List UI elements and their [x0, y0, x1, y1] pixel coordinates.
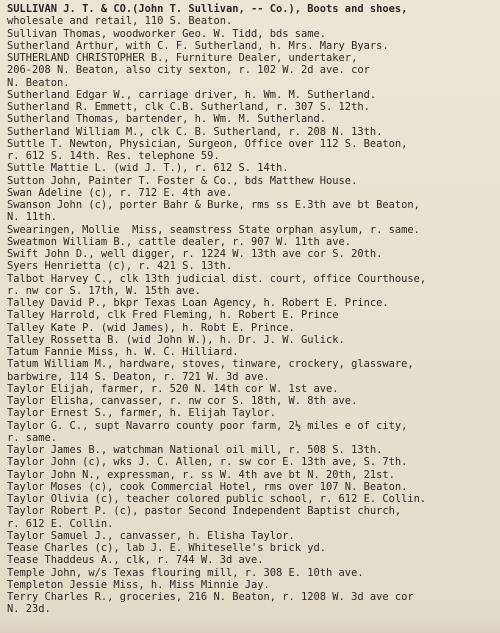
directory-line: r. nw cor S. 17th, W. 15th ave.: [7, 284, 201, 297]
directory-line: Taylor John N., expressman, r. ss W. 4th ave bt N. 20th, 21st.: [7, 468, 395, 481]
directory-line: Taylor Olivia (c), teacher colored public school, r. 612 E. Collin.: [7, 493, 427, 505]
directory-line: r. 612 E. Collin.: [7, 517, 114, 530]
directory-line: 206-208 N. Beaton, also city sexton, r. 102 W. 2d ave. cor: [7, 64, 370, 77]
directory-line: Tease Thaddeus A., clk, r. 744 W. 3d ave.: [7, 554, 264, 567]
directory-line: SUTHERLAND CHRISTOPHER B., Furniture Dealer, undertaker,: [7, 52, 358, 64]
directory-line: Templeton Jessie Miss, h. Miss Minnie Jay.: [7, 578, 270, 591]
directory-line: Sutherland William M., clk C. B. Sutherland, r. 208 N. 13th.: [7, 125, 383, 138]
directory-line: Taylor Elisha, canvasser, r. nw cor S. 18th, W. 8th ave.: [7, 395, 358, 407]
directory-line: N. 11th.: [7, 211, 58, 224]
directory-line: Sutton John, Painter T. Foster & Co., bds Matthew House.: [7, 174, 358, 187]
directory-line: Talley Rossetta B. (wid John W.), h. Dr. J. W. Gulick.: [7, 333, 345, 346]
directory-line: Sutherland Edgar W., carriage driver, h. Wm. M. Sutherland.: [7, 88, 377, 101]
directory-line: Tease Charles (c), lab J. E. Whiteselle's brick yd.: [7, 542, 327, 554]
directory-line: Tatum Fannie Miss, h. W. C. Hilliard.: [7, 346, 239, 358]
directory-line: Syers Henrietta (c), r. 421 S. 13th.: [7, 260, 233, 273]
directory-line: SULLIVAN J. T. & CO.(John T. Sullivan, -- Co.), Boots and shoes,: [7, 3, 408, 15]
directory-line: Taylor John (c), wks J. C. Allen, r. sw cor E. 13th ave, S. 7th.: [7, 456, 408, 469]
directory-line: r. same.: [7, 431, 58, 444]
directory-line: Sweatmon William B., cattle dealer, r. 907 W. 11th ave.: [7, 235, 352, 248]
directory-line: N. Beaton.: [7, 76, 70, 89]
directory-line: Taylor Ernest S., farmer, h. Elijah Taylor.: [7, 407, 276, 420]
directory-line: N. 23d.: [7, 603, 51, 616]
directory-line: Sutherland R. Emmett, clk C.B. Sutherland, r. 307 S. 12th.: [7, 101, 370, 113]
directory-line: Temple John, w/s Texas flouring mill, r. 308 E. 10th ave.: [7, 566, 364, 579]
directory-line: Talbot Harvey C., clk 13th judicial dist. court, office Courthouse,: [7, 272, 427, 285]
directory-line: Taylor James B., watchman National oil mill, r. 508 S. 13th.: [7, 444, 383, 456]
directory-line: Taylor Elijah, farmer, r. 520 N. 14th cor W. 1st ave.: [7, 382, 339, 395]
directory-line: Sullivan Thomas, woodworker Geo. W. Tidd, bds same.: [7, 27, 327, 40]
directory-line: Taylor Samuel J., canvasser, h. Elisha Taylor.: [7, 529, 295, 542]
page-bottom-shadow: [0, 619, 500, 633]
directory-line: Taylor Robert P. (c), pastor Second Independent Baptist church,: [7, 505, 402, 518]
directory-entries: [7, 3, 496, 616]
directory-line: Sutherland Arthur, with C. F. Sutherland, h. Mrs. Mary Byars.: [7, 39, 389, 52]
directory-line: Talley Kate P. (wid James), h. Robt E. Prince.: [7, 321, 295, 334]
directory-line: Suttle T. Newton, Physician, Surgeon, Office over 112 S. Beaton,: [7, 137, 408, 150]
directory-line: wholesale and retail, 110 S. Beaton.: [7, 15, 233, 28]
directory-line: Swift John D., well digger, r. 1224 W. 13th ave cor S. 20th.: [7, 248, 383, 260]
directory-line: Tatum William M., hardware, stoves, tinware, crockery, glassware,: [7, 358, 414, 371]
directory-line: barbwire, 114 S. Deaton, r. 721 W. 3d ave.: [7, 370, 270, 383]
directory-line: Talley Harrold, clk Fred Fleming, h. Robert E. Prince: [7, 309, 339, 322]
directory-line: Taylor G. C., supt Navarro county poor farm, 2½ miles e of city,: [7, 419, 408, 432]
directory-line: Suttle Mattie L. (wid J. T.), r. 612 S. 14th.: [7, 162, 289, 175]
directory-line: Terry Charles R., groceries, 216 N. Beaton, r. 1208 W. 3d ave cor: [7, 591, 414, 603]
directory-line: Swan Adeline (c), r. 712 E. 4th ave.: [7, 186, 233, 199]
directory-line: Swearingen, Mollie Miss, seamstress State orphan asylum, r. same.: [7, 223, 420, 236]
directory-line: Swanson John (c), porter Bahr & Burke, rms ss E.3th ave bt Beaton,: [7, 199, 420, 211]
directory-line: Taylor Moses (c), cook Commercial Hotel, rms over 107 N. Beaton.: [7, 480, 408, 493]
directory-line: Sutherland Thomas, bartender, h. Wm. M. Sutherland.: [7, 113, 327, 126]
directory-line: Talley David P., bkpr Texas Loan Agency, h. Robert E. Prince.: [7, 297, 389, 309]
directory-line: r. 612 S. 14th. Res. telephone 59.: [7, 150, 220, 162]
